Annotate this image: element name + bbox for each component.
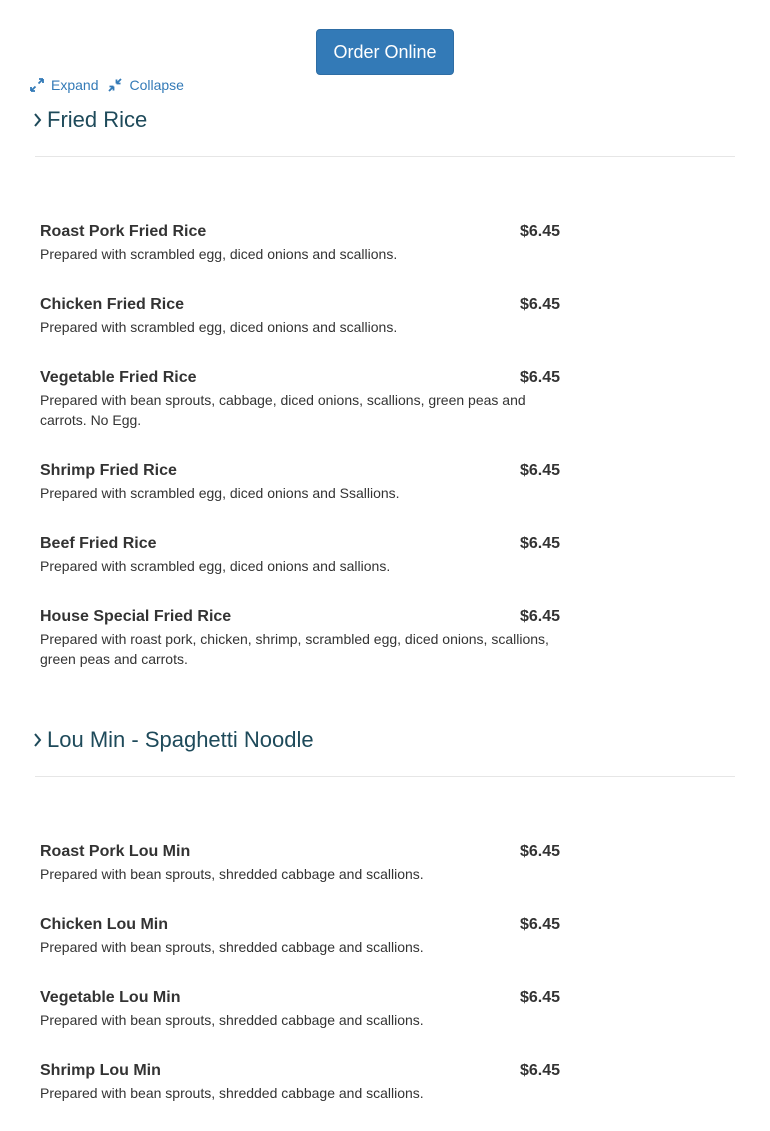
- item-price: $6.45: [519, 843, 560, 860]
- item-price: $6.45: [519, 369, 560, 386]
- chevron-right-icon: [33, 732, 42, 748]
- menu-item[interactable]: [40, 222, 560, 264]
- collapse-all-link[interactable]: [108, 77, 183, 93]
- item-description: Prepared with bean sprouts, shredded cabbage and scallions.: [40, 1012, 424, 1028]
- item-description: Prepared with bean sprouts, shredded cabbage and scallions.: [40, 866, 424, 882]
- section-divider: [35, 156, 735, 157]
- order-online-button[interactable]: Order Online: [316, 29, 454, 75]
- menu-item[interactable]: [40, 842, 560, 884]
- item-name: Roast Pork Fried Rice: [40, 223, 207, 240]
- item-price: $6.45: [519, 989, 560, 1006]
- menu-item[interactable]: [40, 607, 560, 669]
- expand-all-link[interactable]: [30, 77, 98, 93]
- menu-item[interactable]: [40, 295, 560, 337]
- menu-item[interactable]: [40, 534, 560, 576]
- item-name: Shrimp Lou Min: [40, 1062, 161, 1079]
- item-name: Roast Pork Lou Min: [40, 843, 191, 860]
- expand-arrows-icon: [30, 78, 44, 92]
- item-name: Beef Fried Rice: [40, 535, 157, 552]
- menu-item[interactable]: [40, 988, 560, 1030]
- section-divider: [35, 776, 735, 777]
- item-name: Vegetable Lou Min: [40, 989, 181, 1006]
- item-price: $6.45: [519, 535, 560, 552]
- section-header-lou-min[interactable]: [33, 727, 314, 753]
- item-price: $6.45: [519, 223, 560, 240]
- item-description: Prepared with scrambled egg, diced onions and scallions.: [40, 246, 398, 262]
- item-description: Prepared with bean sprouts, cabbage, diced onions, scallions, green peas and carrots. No Egg.: [40, 392, 526, 428]
- item-description: Prepared with scrambled egg, diced onions and Ssallions.: [40, 485, 400, 501]
- section-header-fried-rice[interactable]: [33, 107, 147, 133]
- expand-collapse-controls: [30, 76, 184, 94]
- section-title: Lou Min - Spaghetti Noodle: [47, 727, 314, 752]
- item-description: Prepared with bean sprouts, shredded cabbage and scallions.: [40, 1085, 424, 1101]
- collapse-label: Collapse: [129, 77, 184, 93]
- menu-item[interactable]: [40, 915, 560, 957]
- item-description: Prepared with scrambled egg, diced onions and scallions.: [40, 319, 398, 335]
- item-price: $6.45: [519, 462, 560, 479]
- compress-arrows-icon: [108, 78, 122, 92]
- item-description: Prepared with scrambled egg, diced onions and sallions.: [40, 558, 391, 574]
- item-price: $6.45: [519, 1062, 560, 1079]
- item-name: Chicken Fried Rice: [40, 296, 185, 313]
- item-name: Vegetable Fried Rice: [40, 369, 197, 386]
- item-name: Chicken Lou Min: [40, 916, 168, 933]
- section-title: Fried Rice: [47, 107, 148, 132]
- item-name: House Special Fried Rice: [40, 608, 232, 625]
- menu-item[interactable]: [40, 1061, 560, 1103]
- item-description: Prepared with bean sprouts, shredded cabbage and scallions.: [40, 939, 424, 955]
- menu-item[interactable]: [40, 368, 560, 430]
- item-price: $6.45: [519, 916, 560, 933]
- item-price: $6.45: [519, 608, 560, 625]
- menu-item[interactable]: [40, 461, 560, 503]
- item-price: $6.45: [519, 296, 560, 313]
- item-name: Shrimp Fried Rice: [40, 462, 177, 479]
- item-description: Prepared with roast pork, chicken, shrimp, scrambled egg, diced onions, scallions, green peas and carrots.: [40, 631, 549, 667]
- chevron-right-icon: [33, 112, 42, 128]
- expand-label: Expand: [51, 77, 99, 93]
